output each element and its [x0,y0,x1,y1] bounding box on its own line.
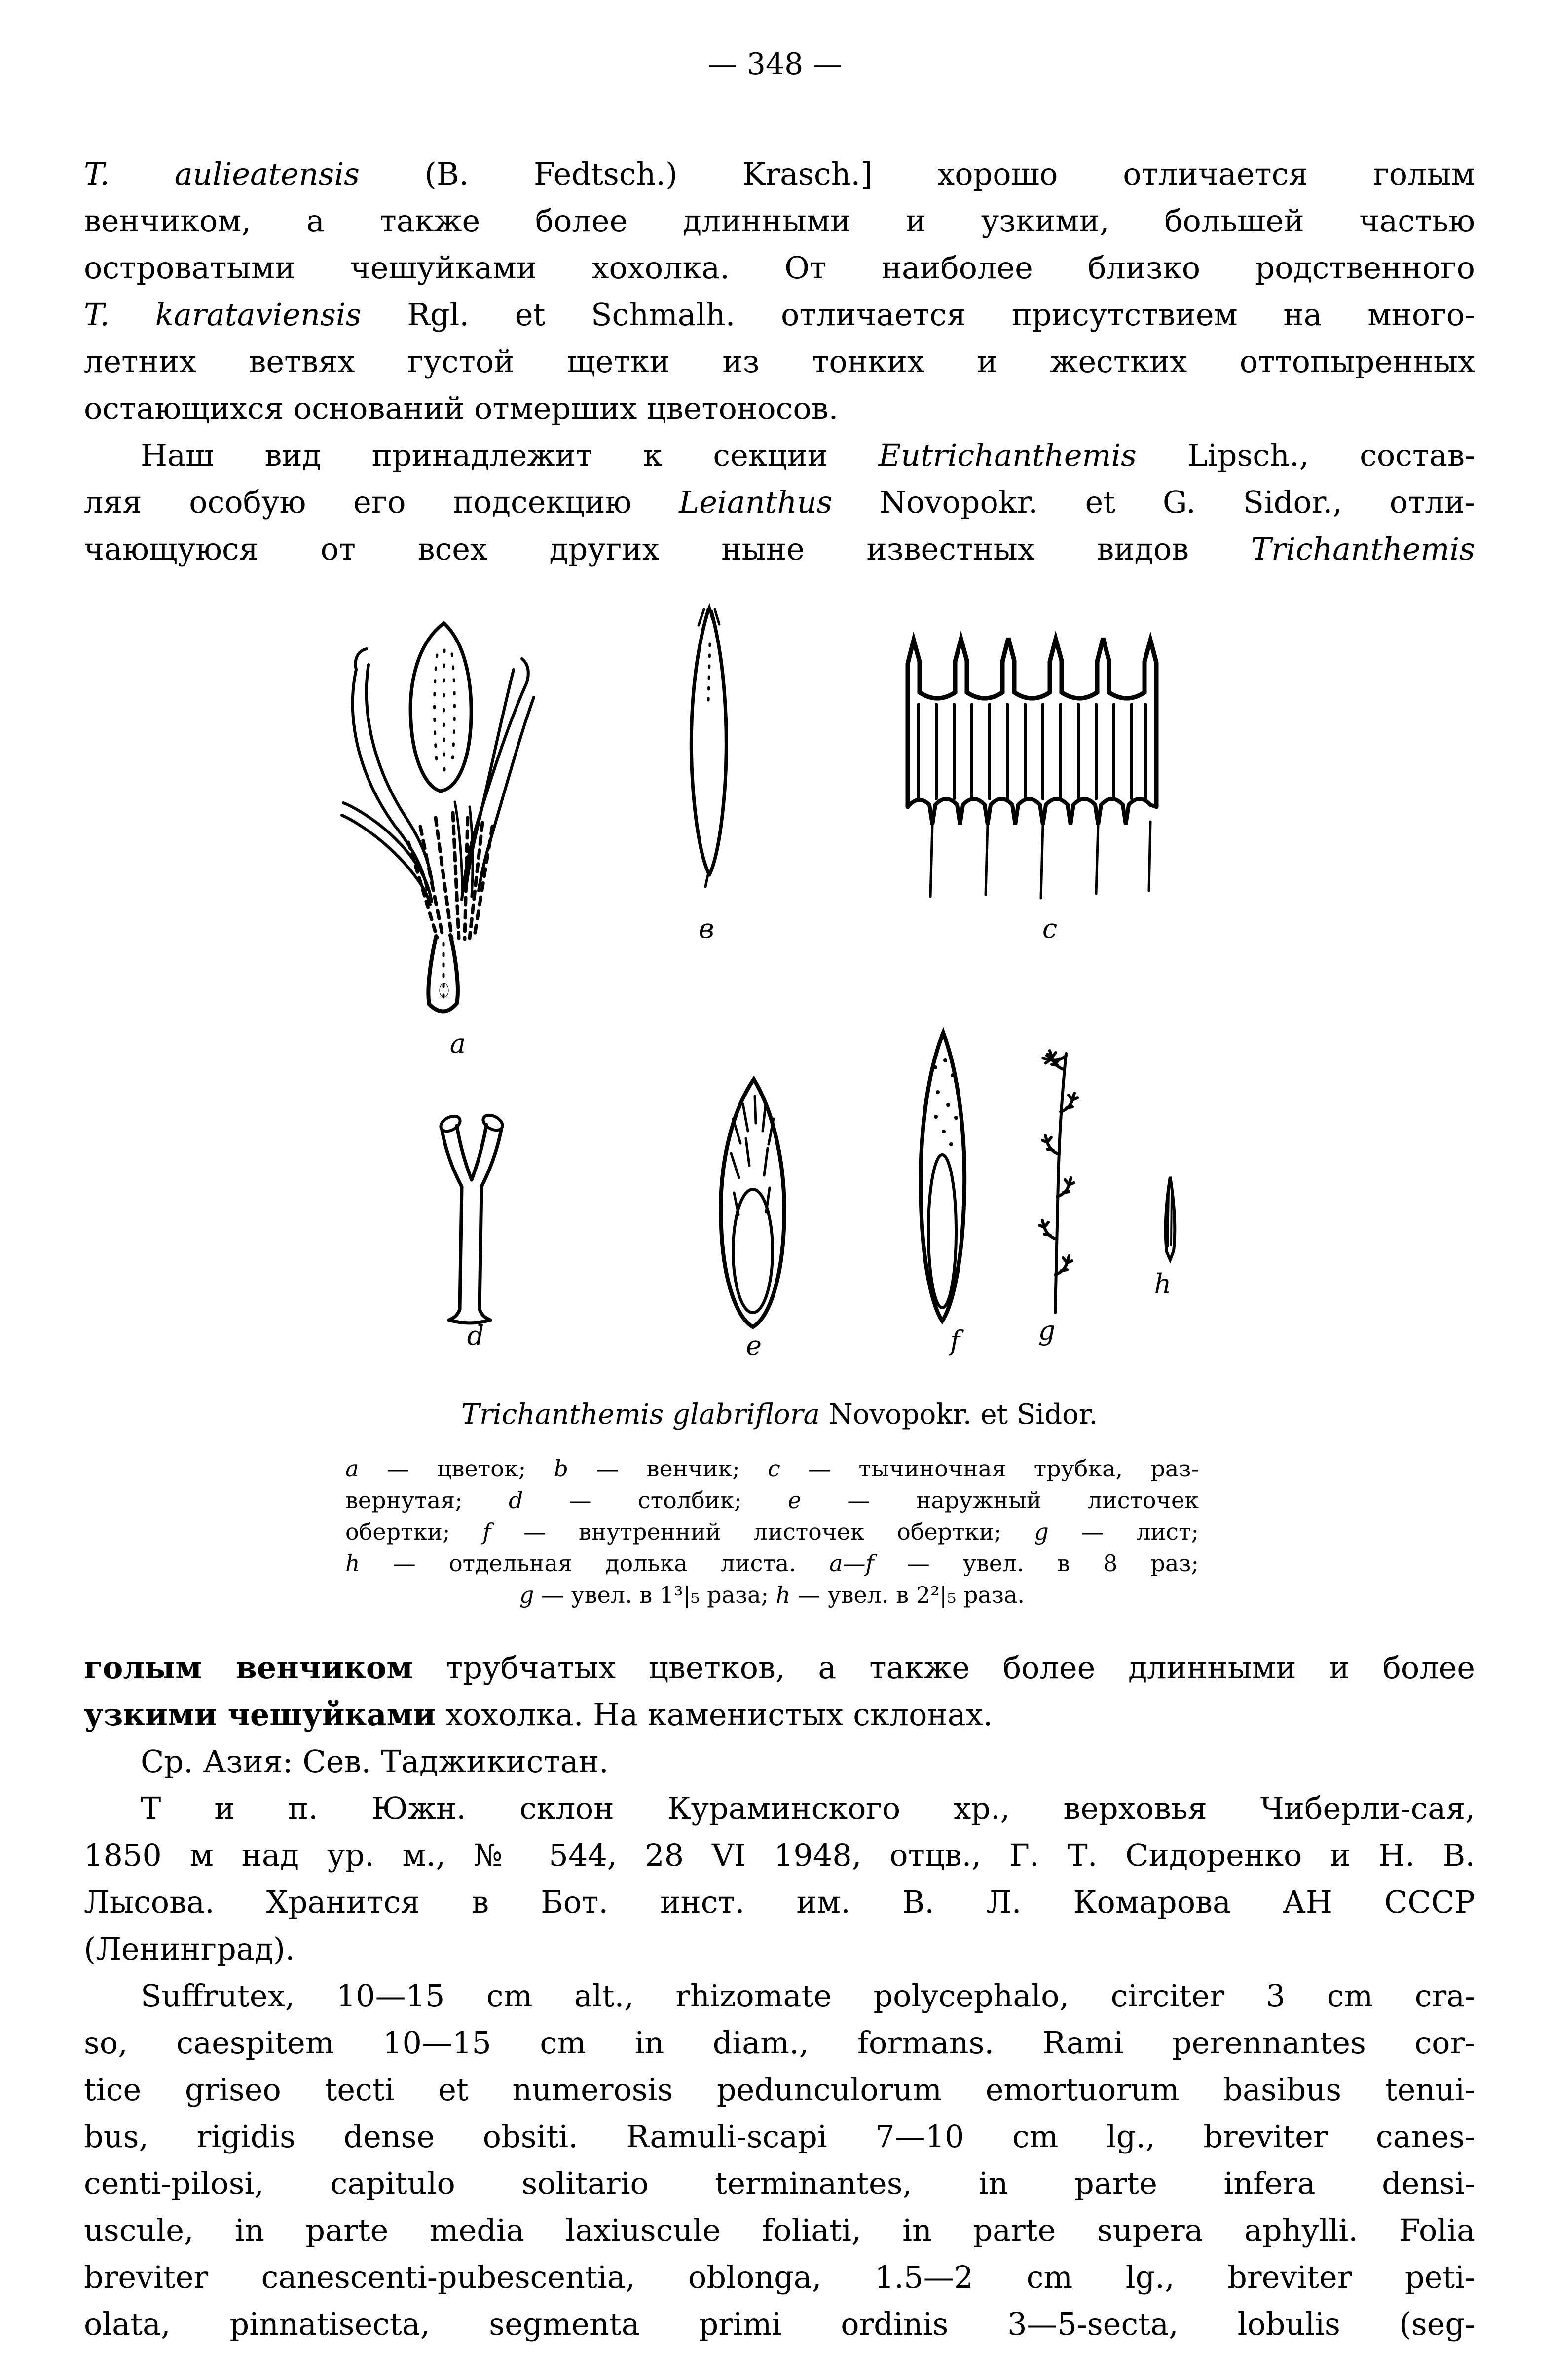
page-number: — 348 — [707,47,843,81]
figure-label-a: a [449,1028,466,1059]
leaf-lobe-drawing-h [1166,1177,1175,1260]
text-line: ляя особую его подсекцию Leianthus Novopokr. et G. Sidor., отли- [84,484,1475,520]
stamen-tube-drawing-c [908,638,1156,898]
text-line: обертки; f — внутренний листочек обертки; g — лист; [345,1518,1199,1545]
text-line: чающуюся от всех других ныне известных видов Trichanthemis [84,531,1475,567]
text-line: tice griseo tecti et numerosis pedunculorum emortuorum basibus tenui- [84,2072,1475,2108]
figure-label-h: h [1154,1268,1172,1299]
figure-label-f: f [950,1325,960,1356]
text-line: узкими чешуйками хохолка. На каменистых склонах. [84,1697,993,1733]
text-line: (Ленинград). [84,1931,295,1967]
text-line: Наш вид принадлежит к секции Eutrichanthemis Lipsch., состав- [141,437,1475,473]
figure-illustration [296,595,1233,1399]
text-line: olata, pinnatisecta, segmenta primi ordinis 3—5-secta, lobulis (seg- [84,2306,1475,2342]
text-line: вернутая; d — столбик; e — наружный листочек [345,1487,1199,1513]
flower-drawing-a [342,623,534,1012]
text-line: centi-pilosi, capitulo solitario terminantes, in parte infera densi- [84,2165,1475,2201]
text-line: венчиком, а также более длинными и узкими, большей частью [84,203,1475,239]
figure-caption [84,1398,1475,1432]
text-line: uscule, in parte media laxiuscule foliati, in parte supera aphylli. Folia [84,2212,1475,2248]
text-line: островатыми чешуйками хохолка. От наиболее близко родственного [84,250,1475,286]
text-line: g — увел. в 1³|₅ раза; h — увел. в 2²|₅ раза. [519,1582,1025,1608]
corolla-drawing-b [691,607,726,887]
figure-label-b: в [699,913,714,944]
text-line: breviter canescenti-pubescentia, oblonga, 1.5—2 cm lg., breviter peti- [84,2259,1475,2295]
text-line: летних ветвях густой щетки из тонких и жестких оттопыренных [84,343,1475,379]
text-line: a — цветок; b — венчик; c — тычиночная трубка, раз- [345,1455,1199,1482]
text-line: Trichanthemis glabriflora Novopokr. et Sidor. [461,1398,1098,1431]
text-line: so, caespitem 10—15 cm in diam., formans. Rami perennantes cor- [84,2025,1475,2061]
text-line: bus, rigidis dense obsiti. Ramuli-scapi 7—10 cm lg., breviter canes- [84,2118,1475,2154]
body-text-bottom [84,1644,1475,2347]
figure-label-g: g [1038,1315,1056,1346]
text-line: Ср. Азия: Сев. Таджикистан. [141,1743,609,1779]
text-line: h — отдельная долька листа. a—f — увел. в 8 раз; [345,1550,1199,1577]
inner-bract-drawing-f [921,1033,964,1321]
style-drawing-d [438,1112,505,1323]
figure-label-c: c [1042,913,1058,944]
text-line: 1850 м над ур. м., № 544, 28 VI 1948, отцв., Г. Т. Сидоренко и Н. В. [84,1837,1475,1873]
text-line: остающихся оснований отмерших цветоносов. [84,390,839,426]
figure-legend [345,1453,1199,1611]
text-line: T. karataviensis Rgl. et Schmalh. отличается присутствием на много- [84,297,1475,333]
figure-label-d: d [467,1320,484,1351]
figure-label-e: e [746,1330,762,1361]
outer-bract-drawing-e [721,1079,784,1327]
text-line: голым венчиком трубчатых цветков, а также более длинными и более [84,1650,1475,1686]
text-line: Suffrutex, 10—15 cm alt., rhizomate polycephalo, circiter 3 cm cra- [141,1978,1475,2014]
text-line: Лысова. Хранится в Бот. инст. им. В. Л. Комарова АН СССР [84,1884,1475,1920]
text-line: T. aulieatensis (B. Fedtsch.) Krasch.] хорошо отличается голым [84,156,1475,192]
text-line: Т и п. Южн. склон Кураминского хр., верховья Чиберли-сая, [141,1790,1475,1826]
body-text-top [84,151,1475,572]
leaf-drawing-g [1039,1046,1077,1313]
